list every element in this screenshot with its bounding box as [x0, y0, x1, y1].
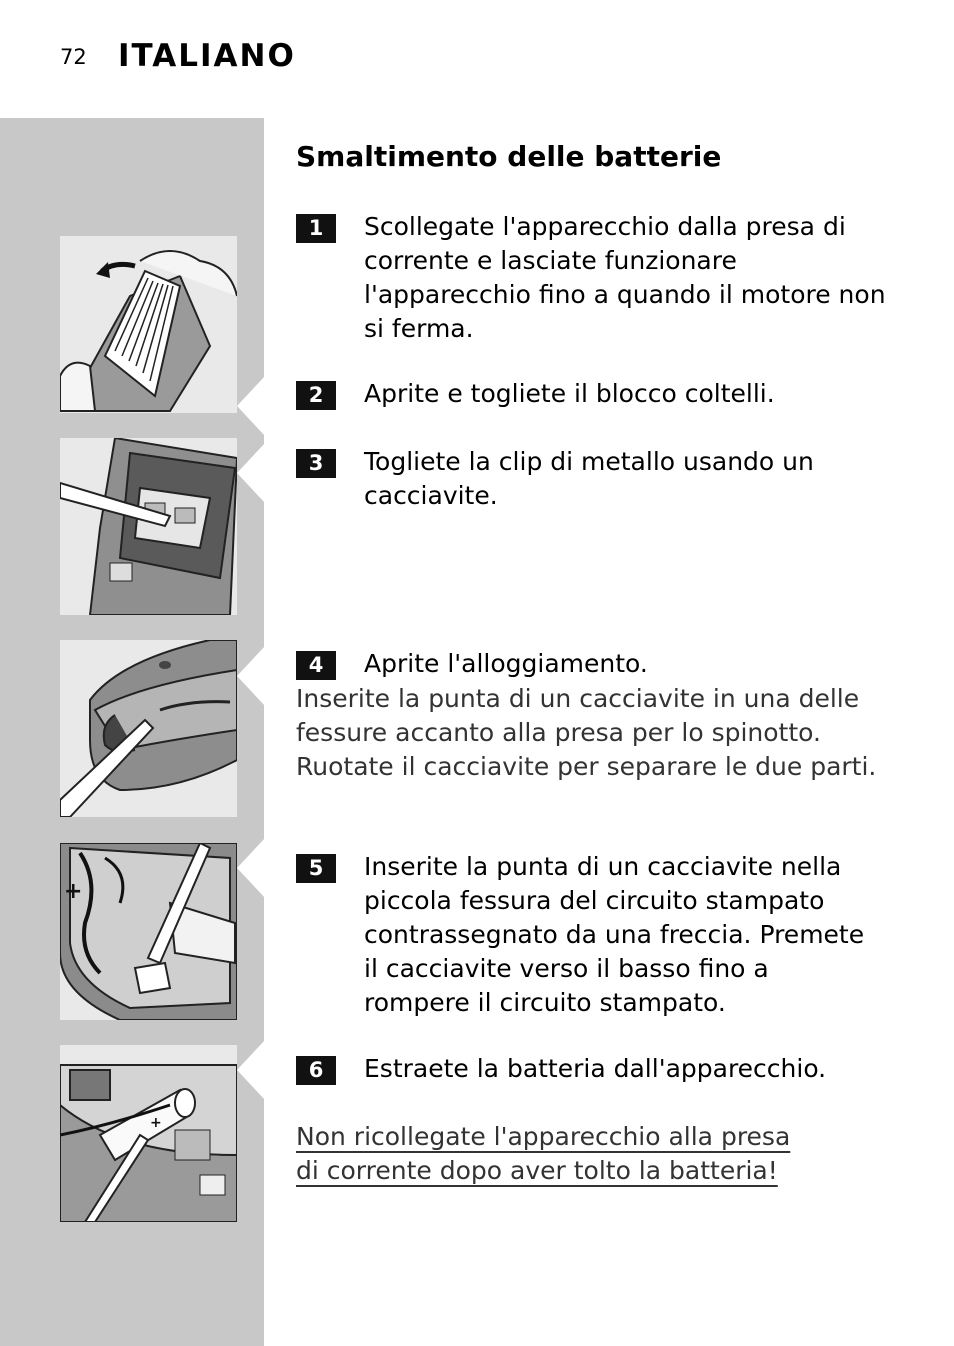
step-text: Aprite e togliete il blocco coltelli.	[364, 379, 775, 408]
figure-remove-cutter-block	[60, 236, 237, 413]
step-1	[296, 210, 896, 346]
step-2	[296, 377, 896, 411]
plus-mark: +	[64, 879, 83, 904]
plus-mark: +	[150, 1115, 162, 1131]
figure-pointer	[237, 838, 265, 898]
figure-pointer	[237, 376, 265, 436]
step-4-detail: Inserite la punta di un cacciavite in una delle fessure accanto alla presa per lo spinotto. Ruotate il cacciavite per separare le due parti.	[296, 684, 877, 781]
step-number: 4	[296, 651, 336, 680]
section-title: ITALIANO	[118, 38, 296, 74]
step-number: 3	[296, 449, 336, 478]
page-number: 72	[60, 45, 87, 69]
step-number: 1	[296, 214, 336, 243]
step-number: 2	[296, 381, 336, 410]
step-number: 5	[296, 854, 336, 883]
figure-pointer	[237, 1040, 265, 1100]
step-text: Estraete la batteria dall'apparecchio.	[364, 1054, 827, 1083]
warning-note	[296, 1120, 816, 1188]
step-3	[296, 445, 896, 513]
step-number: 6	[296, 1056, 336, 1085]
figure-remove-metal-clip	[60, 438, 237, 615]
step-text: Scollegate l'apparecchio dalla presa di corrente e lasciate funzionare l'apparecchio fino a quando il motore non si ferma.	[364, 212, 886, 343]
step-4	[296, 647, 896, 681]
figure-break-circuit	[60, 843, 237, 1020]
step-5	[296, 850, 896, 1020]
step-text: Aprite l'alloggiamento.	[364, 649, 648, 678]
step-text: Inserite la punta di un cacciavite nella piccola fessura del circuito stampato contrassegnato da una freccia. Premete il cacciavite verso il basso fino a rompere il circuito stampato.	[364, 852, 865, 1017]
figure-remove-battery	[60, 1045, 237, 1222]
figure-pointer	[237, 646, 265, 706]
step-text: Togliete la clip di metallo usando un cacciavite.	[364, 447, 814, 510]
step-6	[296, 1052, 896, 1086]
figure-open-housing	[60, 640, 237, 817]
page-heading: Smaltimento delle batterie	[296, 140, 722, 173]
warning-text: Non ricollegate l'apparecchio alla presa di corrente dopo aver tolto la batteria!	[296, 1122, 791, 1185]
figure-pointer	[237, 443, 265, 503]
